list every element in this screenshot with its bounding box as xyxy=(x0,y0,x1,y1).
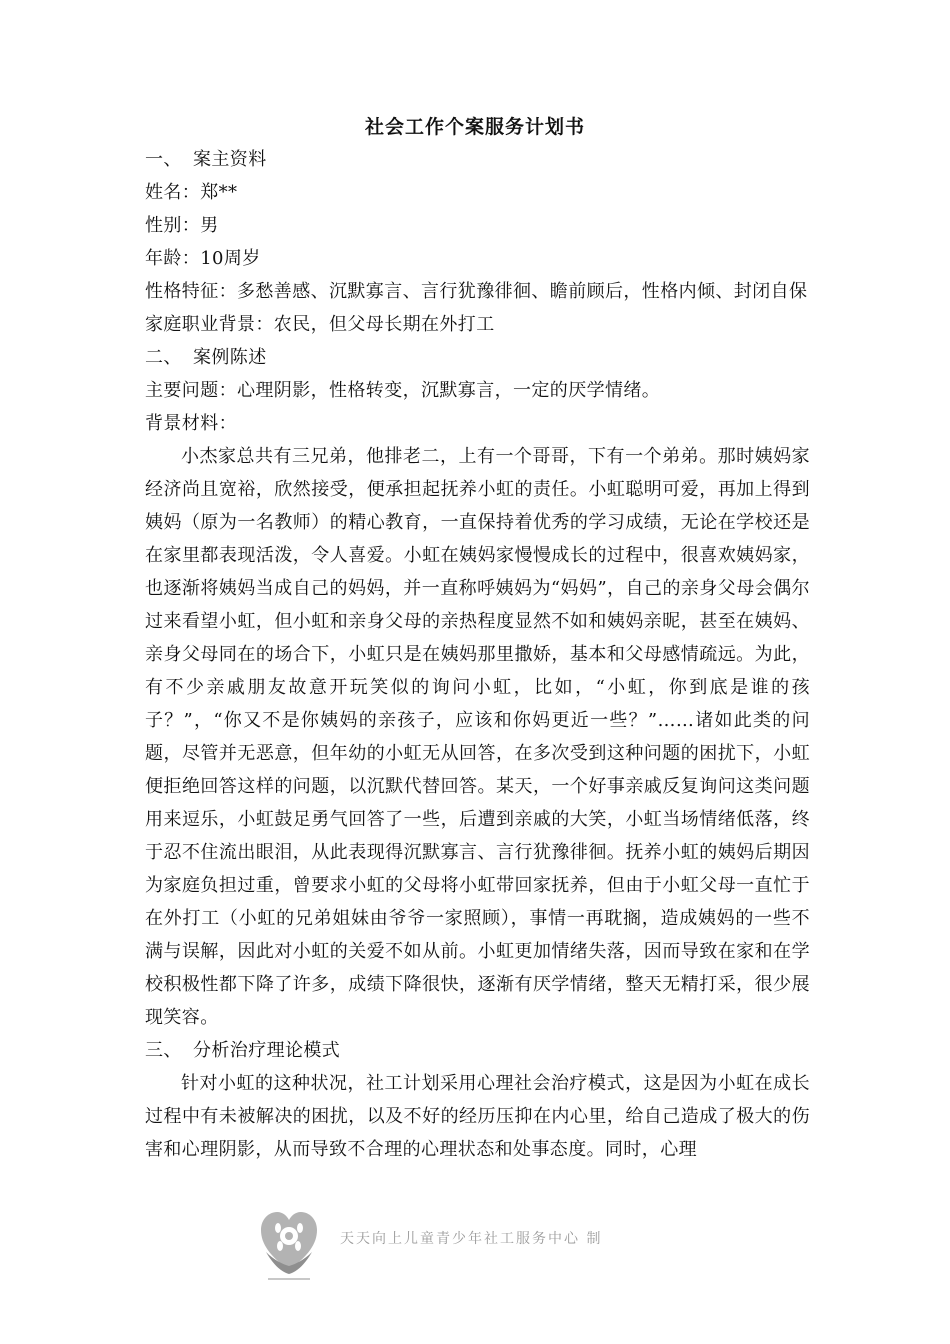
section-number: 二、 xyxy=(145,347,182,368)
section-title: 案例陈述 xyxy=(193,347,267,368)
document-title: 社会工作个案服务计划书 xyxy=(364,116,585,138)
background-label: 背景材料： xyxy=(145,413,237,434)
client-age: 年龄：10周岁 xyxy=(145,248,261,269)
section-number: 三、 xyxy=(145,1040,182,1061)
main-issue: 主要问题：心理阴影，性格转变，沉默寡言，一定的厌学情绪。 xyxy=(145,380,661,401)
heart-hands-logo-icon xyxy=(258,1208,320,1283)
section-title: 案主资料 xyxy=(193,149,267,170)
section-heading-client-info xyxy=(145,143,810,176)
section-heading-case-description xyxy=(145,341,810,374)
background-paragraph: 小杰家总共有三兄弟，他排老二，上有一个哥哥，下有一个弟弟。那时姨妈家经济尚且宽裕，欣然接受，便承担起抚养小虹的责任。小虹聪明可爱，再加上得到姨妈（原为一名教师）的精心教育，一直保持着优秀的学习成绩，无论在学校还是在家里都表现活泼，令人喜爱。小虹在姨妈家慢慢成长的过程中，很喜欢姨妈家，也逐渐将姨妈当成自己的妈妈，并一直称呼姨妈为“妈妈”，自己的亲身父母会偶尔过来看望小虹，但小虹和亲身父母的亲热程度显然不如和姨妈亲昵，甚至在姨妈、亲身父母同在的场合下，小虹只是在姨妈那里撒娇，基本和父母感情疏远。为此，有不少亲戚朋友故意开玩笑似的询问小虹，比如，“小虹，你到底是谁的孩子？”，“你又不是你姨妈的亲孩子，应该和你妈更近一些？”……诸如此类的问题，尽管并无恶意，但年幼的小虹无从回答，在多次受到这种问题的困扰下，小虹便拒绝回答这样的问题，以沉默代替回答。某天，一个好事亲戚反复询问这类问题用来逗乐，小虹鼓足勇气回答了一些，后遭到亲戚的大笑，小虹当场情绪低落，终于忍不住流出眼泪，从此表现得沉默寡言、言行犹豫徘徊。抚养小虹的姨妈后期因为家庭负担过重，曾要求小虹的父母将小虹带回家抚养，但由于小虹父母一直忙于在外打工（小虹的兄弟姐妹由爷爷一家照顾），事情一再耽搁，造成姨妈的一些不满与误解，因此对小虹的关爱不如从前。小虹更加情绪失落，因而导致在家和在学校积极性都下降了许多，成绩下降很快，逐渐有厌学情绪，整天无精打采，很少展现笑容。 xyxy=(145,446,810,1028)
theory-paragraph: 针对小虹的这种状况，社工计划采用心理社会治疗模式，这是因为小虹在成长过程中有未被解决的困扰，以及不好的经历压抑在内心里，给自己造成了极大的伤害和心理阴影，从而导致不合理的心理状态和处事态度。同时，心理 xyxy=(145,1073,810,1160)
section-heading-theory-model xyxy=(145,1034,810,1067)
client-gender: 性别：男 xyxy=(145,215,219,236)
section-number: 一、 xyxy=(145,149,182,170)
section-title: 分析治疗理论模式 xyxy=(193,1040,341,1061)
document-body xyxy=(145,143,810,1166)
page-footer xyxy=(258,1208,678,1288)
client-personality: 性格特征：多愁善感、沉默寡言、言行犹豫徘徊、瞻前顾后，性格内倾、封闭自保 xyxy=(145,281,808,302)
client-name: 姓名：郑** xyxy=(145,182,238,203)
client-family-background: 家庭职业背景：农民，但父母长期在外打工 xyxy=(145,314,495,335)
footer-org-text: 天天向上儿童青少年社工服务中心 制 xyxy=(340,1231,603,1247)
